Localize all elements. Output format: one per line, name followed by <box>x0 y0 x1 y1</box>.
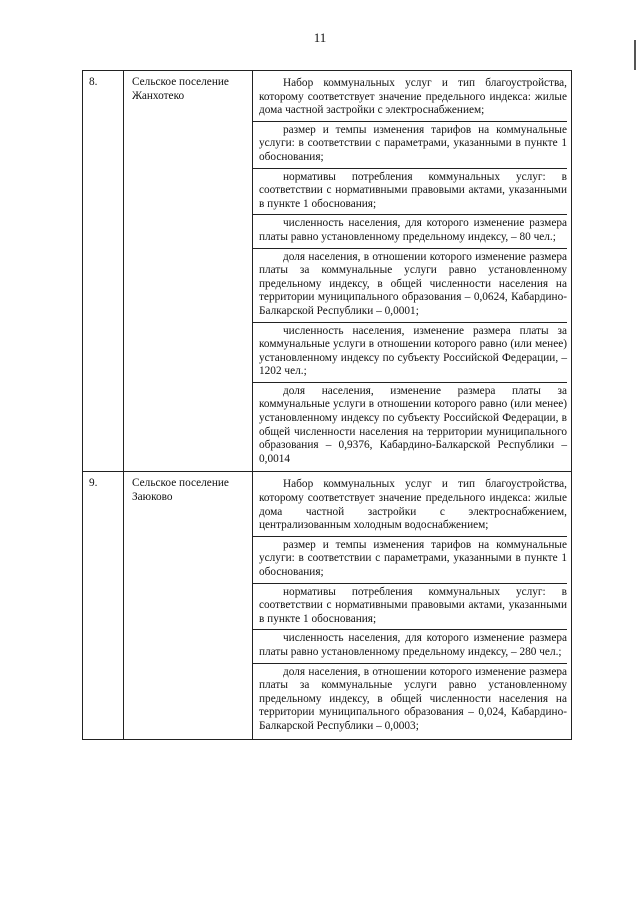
paragraph-text: доля населения, изменение размера платы за коммунальные услуги в отношении которого равно (или менее) установленному индексу по субъекту Российской Федерации, в общей численности населения на территории муниципального образования – 0,9376, Кабардино-Балкарской Республики – 0,0014 <box>259 384 567 465</box>
paragraph-text: доля населения, в отношении которого изменение размера платы за коммунальные услуги равно установленному предельному индексу, в общей численности населения на территории муниципального образования – 0,0624, Кабардино-Балкарской Республики – 0,0001; <box>259 250 567 317</box>
index-description <box>253 71 572 472</box>
paragraph-text: размер и темпы изменения тарифов на коммунальные услуги: в соответствии с параметрами, указанными в пункте 1 обоснования; <box>259 538 567 578</box>
paragraph-text: численность населения, для которого изменение размера платы равно установленному предельному индексу, – 80 чел.; <box>259 217 567 243</box>
description-paragraph <box>253 75 567 122</box>
description-paragraph <box>253 122 567 169</box>
description-paragraph <box>253 584 567 631</box>
settlement-name: Сельское поселение Заюково <box>124 472 253 739</box>
paragraph-text: размер и темпы изменения тарифов на коммунальные услуги: в соответствии с параметрами, указанными в пункте 1 обоснования; <box>259 123 567 163</box>
description-paragraph <box>253 169 567 216</box>
description-paragraph <box>253 476 567 536</box>
page-number: 11 <box>313 30 327 45</box>
description-paragraph <box>253 630 567 663</box>
description-paragraph <box>253 249 567 323</box>
description-paragraph <box>253 323 567 383</box>
paragraph-text: доля населения, в отношении которого изменение размера платы за коммунальные услуги равно установленному предельному индексу, в общей численности населения на территории муниципального образования – 0,024, Кабардино-Балкарской Республики – 0,0003; <box>259 665 567 732</box>
paragraph-text: Набор коммунальных услуг и тип благоустройства, которому соответствует значение предельного индекса: жилые дома частной застройки с электроснабжением, централизованным холодным водоснабжением; <box>259 478 567 532</box>
paragraph-text: нормативы потребления коммунальных услуг: в соответствии с нормативными правовыми актами, указанными в пункте 1 обоснования; <box>259 585 567 625</box>
row-number: 8. <box>83 71 124 472</box>
municipal-index-table <box>82 70 572 740</box>
index-description <box>253 472 572 739</box>
description-paragraph <box>253 664 567 737</box>
table-row <box>83 472 572 739</box>
paragraph-text: численность населения, для которого изменение размера платы равно установленному предельному индексу, – 280 чел.; <box>259 632 567 658</box>
paragraph-text: численность населения, изменение размера платы за коммунальные услуги в отношении которого равно (или менее) установленному индексу по субъекту Российской Федерации, – 1202 чел.; <box>259 324 567 378</box>
paragraph-text: Набор коммунальных услуг и тип благоустройства, которому соответствует значение предельного индекса: жилые дома частной застройки с электроснабжением; <box>259 77 567 117</box>
description-paragraph <box>253 215 567 248</box>
table-row <box>83 71 572 472</box>
description-paragraph <box>253 383 567 470</box>
description-paragraph <box>253 537 567 584</box>
paragraph-text: нормативы потребления коммунальных услуг: в соответствии с нормативными правовыми актами, указанными в пункте 1 обоснования; <box>259 170 567 210</box>
page-edge-mark <box>634 40 636 70</box>
settlement-name: Сельское поселение Жанхотеко <box>124 71 253 472</box>
row-number: 9. <box>83 472 124 739</box>
